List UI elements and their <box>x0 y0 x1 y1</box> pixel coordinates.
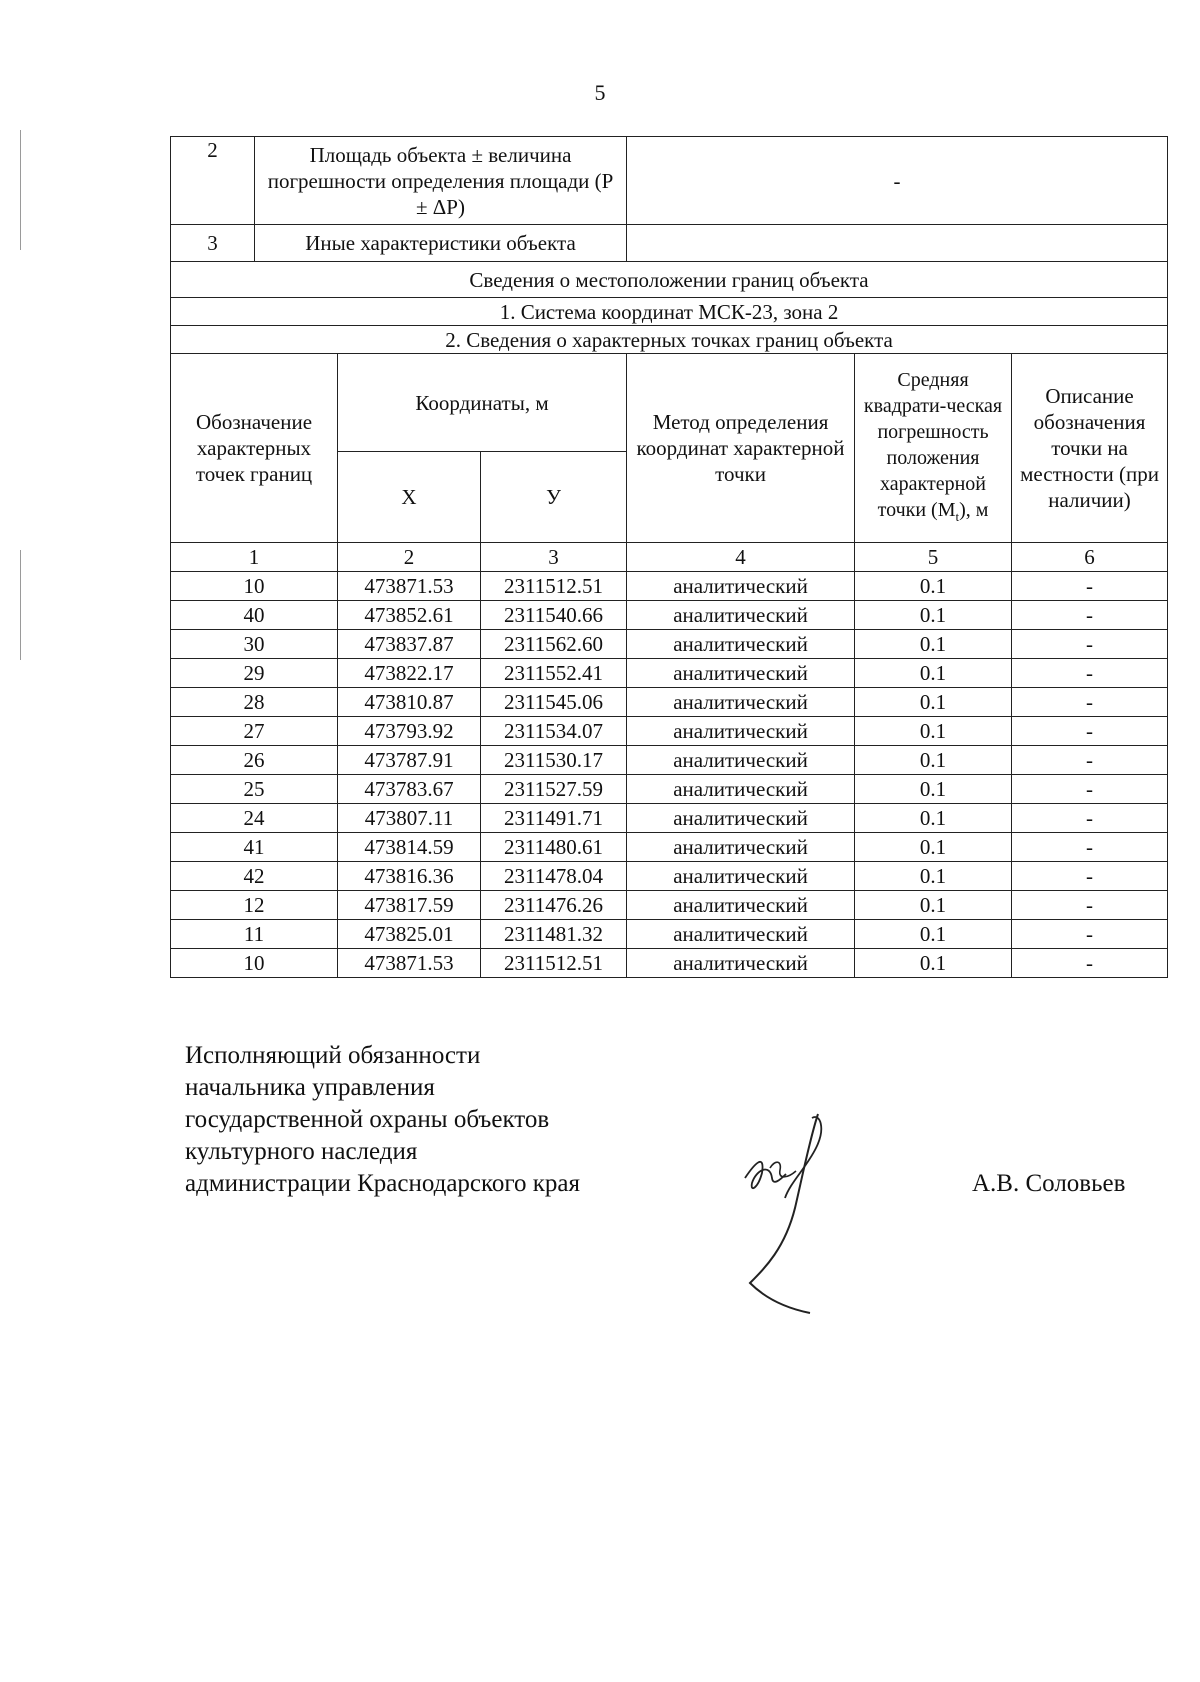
position-line: Исполняющий обязанности <box>185 1042 481 1069</box>
characteristic-number: 3 <box>171 225 255 262</box>
column-number: 6 <box>1012 543 1168 572</box>
error: 0.1 <box>855 572 1012 601</box>
position-line: государственной охраны объектов <box>185 1106 550 1133</box>
point-id: 25 <box>171 775 338 804</box>
header-error-text: Средняя квадрати-ческая погрешность положения характерной точки (М <box>863 368 1003 521</box>
coord-x: 473814.59 <box>338 833 481 862</box>
header-row <box>171 354 1168 452</box>
point-id: 41 <box>171 833 338 862</box>
characteristic-row <box>171 225 1168 262</box>
header-error-subscript: t <box>955 508 960 524</box>
characteristic-label: Площадь объекта ± величина погрешности определения площади (Р ± ΔР) <box>255 137 627 225</box>
method: аналитический <box>627 746 855 775</box>
coord-y: 2311552.41 <box>481 659 627 688</box>
coord-x: 473787.91 <box>338 746 481 775</box>
coord-x: 473793.92 <box>338 717 481 746</box>
coord-y: 2311480.61 <box>481 833 627 862</box>
coord-system: 1. Система координат МСК-23, зона 2 <box>171 298 1168 326</box>
error: 0.1 <box>855 804 1012 833</box>
object-boundaries-table <box>170 136 1168 978</box>
description: - <box>1012 920 1168 949</box>
characteristic-label: Иные характеристики объекта <box>255 225 627 262</box>
description: - <box>1012 717 1168 746</box>
point-id: 29 <box>171 659 338 688</box>
section-title-row <box>171 262 1168 298</box>
error: 0.1 <box>855 688 1012 717</box>
coord-y: 2311562.60 <box>481 630 627 659</box>
table-row <box>171 804 1168 833</box>
table-row <box>171 659 1168 688</box>
table-row <box>171 862 1168 891</box>
coord-x: 473807.11 <box>338 804 481 833</box>
method: аналитический <box>627 775 855 804</box>
header-error-unit: ), м <box>959 498 989 521</box>
coord-x: 473822.17 <box>338 659 481 688</box>
column-number: 3 <box>481 543 627 572</box>
table-row <box>171 746 1168 775</box>
coord-x: 473825.01 <box>338 920 481 949</box>
description: - <box>1012 630 1168 659</box>
point-id: 40 <box>171 601 338 630</box>
description: - <box>1012 891 1168 920</box>
point-id: 12 <box>171 891 338 920</box>
description: - <box>1012 862 1168 891</box>
coord-x: 473783.67 <box>338 775 481 804</box>
method: аналитический <box>627 630 855 659</box>
table-row <box>171 775 1168 804</box>
point-id: 11 <box>171 920 338 949</box>
table-row <box>171 891 1168 920</box>
method: аналитический <box>627 891 855 920</box>
coord-x: 473816.36 <box>338 862 481 891</box>
coord-y: 2311534.07 <box>481 717 627 746</box>
description: - <box>1012 746 1168 775</box>
description: - <box>1012 775 1168 804</box>
table-row <box>171 630 1168 659</box>
table-row <box>171 717 1168 746</box>
method: аналитический <box>627 920 855 949</box>
column-number: 1 <box>171 543 338 572</box>
coord-y: 2311512.51 <box>481 572 627 601</box>
method: аналитический <box>627 804 855 833</box>
coord-y: 2311545.06 <box>481 688 627 717</box>
characteristic-value <box>627 225 1168 262</box>
description: - <box>1012 804 1168 833</box>
signer-name: А.В. Соловьев <box>972 1170 1126 1197</box>
error: 0.1 <box>855 891 1012 920</box>
scan-margin-mark <box>20 550 21 660</box>
points-title-row <box>171 326 1168 354</box>
coord-x: 473852.61 <box>338 601 481 630</box>
scan-margin-mark <box>20 130 21 250</box>
method: аналитический <box>627 717 855 746</box>
table-row <box>171 949 1168 978</box>
column-number: 2 <box>338 543 481 572</box>
header-y: У <box>481 452 627 543</box>
error: 0.1 <box>855 833 1012 862</box>
coord-x: 473810.87 <box>338 688 481 717</box>
description: - <box>1012 688 1168 717</box>
table-row <box>171 572 1168 601</box>
description: - <box>1012 833 1168 862</box>
coord-system-row <box>171 298 1168 326</box>
error: 0.1 <box>855 630 1012 659</box>
error: 0.1 <box>855 862 1012 891</box>
method: аналитический <box>627 601 855 630</box>
point-id: 24 <box>171 804 338 833</box>
error: 0.1 <box>855 775 1012 804</box>
table-row <box>171 920 1168 949</box>
coord-x: 473871.53 <box>338 572 481 601</box>
coord-y: 2311491.71 <box>481 804 627 833</box>
points-table-body <box>171 572 1168 978</box>
characteristic-number: 2 <box>171 137 255 225</box>
coord-y: 2311481.32 <box>481 920 627 949</box>
method: аналитический <box>627 572 855 601</box>
error: 0.1 <box>855 659 1012 688</box>
point-id: 27 <box>171 717 338 746</box>
column-numbers-row <box>171 543 1168 572</box>
coord-x: 473817.59 <box>338 891 481 920</box>
coord-y: 2311540.66 <box>481 601 627 630</box>
point-id: 10 <box>171 572 338 601</box>
column-number: 4 <box>627 543 855 572</box>
coord-y: 2311478.04 <box>481 862 627 891</box>
page-number: 5 <box>594 80 606 105</box>
coord-y: 2311512.51 <box>481 949 627 978</box>
header-error <box>855 354 1012 543</box>
column-number: 5 <box>855 543 1012 572</box>
error: 0.1 <box>855 601 1012 630</box>
header-coords: Координаты, м <box>338 354 627 452</box>
method: аналитический <box>627 949 855 978</box>
point-id: 10 <box>171 949 338 978</box>
section-title: Сведения о местоположении границ объекта <box>171 262 1168 298</box>
point-id: 42 <box>171 862 338 891</box>
position-line: культурного наследия <box>185 1138 418 1165</box>
point-id: 28 <box>171 688 338 717</box>
header-description: Описание обозначения точки на местности (при наличии) <box>1012 354 1168 543</box>
handwritten-signature <box>740 1108 850 1318</box>
description: - <box>1012 601 1168 630</box>
error: 0.1 <box>855 920 1012 949</box>
signatory-position <box>185 1040 580 1200</box>
error: 0.1 <box>855 949 1012 978</box>
points-title: 2. Сведения о характерных точках границ объекта <box>171 326 1168 354</box>
coord-x: 473837.87 <box>338 630 481 659</box>
coord-y: 2311527.59 <box>481 775 627 804</box>
description: - <box>1012 572 1168 601</box>
method: аналитический <box>627 659 855 688</box>
method: аналитический <box>627 688 855 717</box>
characteristic-value: - <box>627 137 1168 225</box>
header-x: Х <box>338 452 481 543</box>
coord-x: 473871.53 <box>338 949 481 978</box>
description: - <box>1012 949 1168 978</box>
coord-y: 2311476.26 <box>481 891 627 920</box>
point-id: 30 <box>171 630 338 659</box>
error: 0.1 <box>855 717 1012 746</box>
header-point: Обозначение характерных точек границ <box>171 354 338 543</box>
table-row <box>171 688 1168 717</box>
method: аналитический <box>627 833 855 862</box>
characteristic-row <box>171 137 1168 225</box>
description: - <box>1012 659 1168 688</box>
method: аналитический <box>627 862 855 891</box>
position-line: начальника управления <box>185 1074 435 1101</box>
point-id: 26 <box>171 746 338 775</box>
position-line: администрации Краснодарского края <box>185 1170 581 1197</box>
coord-y: 2311530.17 <box>481 746 627 775</box>
header-method: Метод определения координат характерной точки <box>627 354 855 543</box>
table-row <box>171 601 1168 630</box>
table-row <box>171 833 1168 862</box>
error: 0.1 <box>855 746 1012 775</box>
